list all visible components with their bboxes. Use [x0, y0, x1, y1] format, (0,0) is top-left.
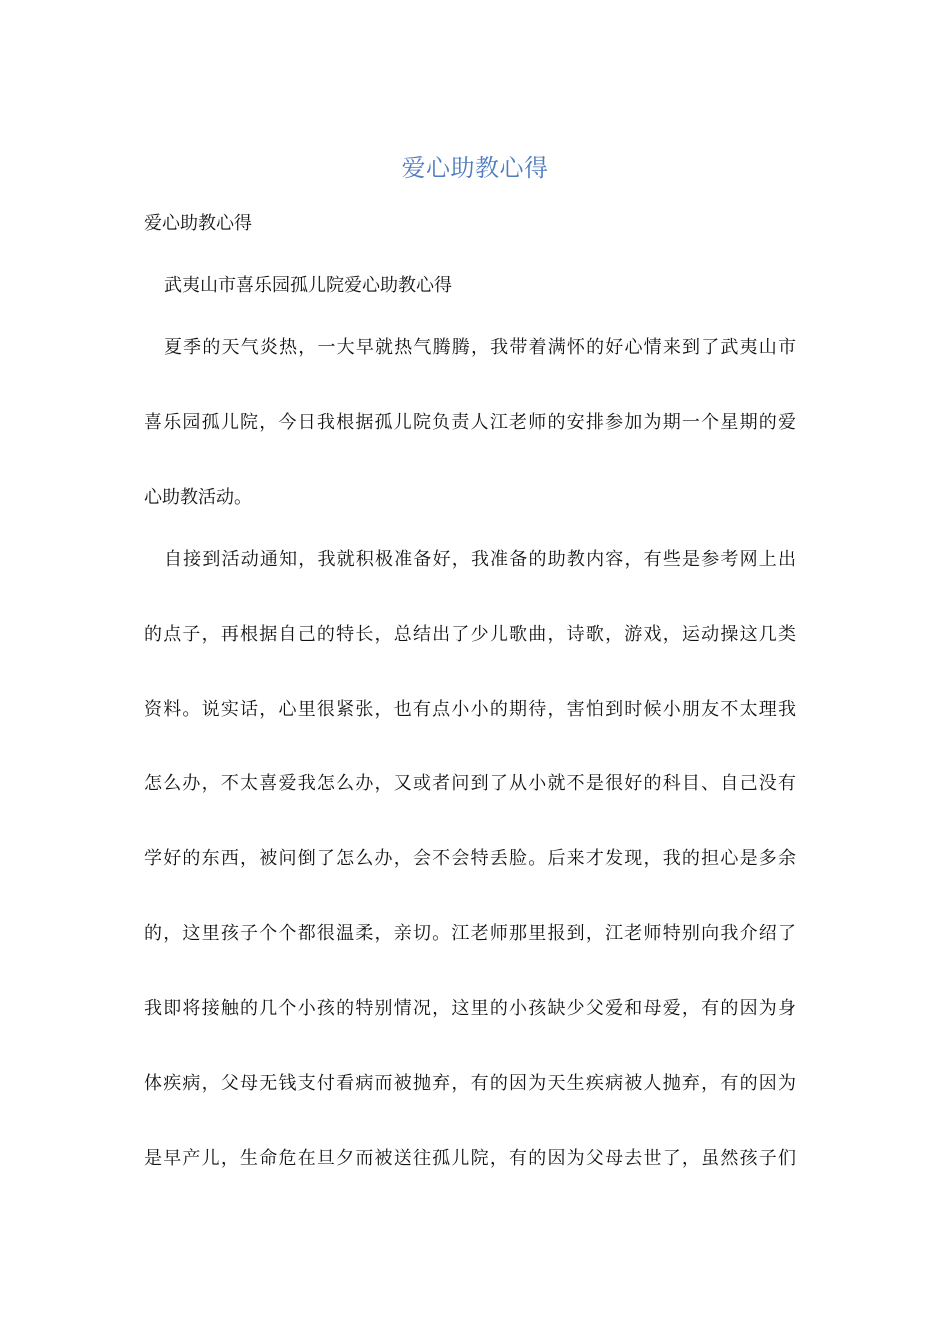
- paragraph-2-line-1: 自接到活动通知，我就积极准备好，我准备的助教内容，有些是参考网上出: [164, 549, 796, 570]
- section-heading: 武夷山市喜乐园孤儿院爱心助教心得: [164, 275, 452, 296]
- paragraph-2-line-8: 体疾病，父母无钱支付看病而被抛弃，有的因为天生疾病被人抛弃，有的因为: [144, 1073, 796, 1094]
- paragraph-2-line-4: 怎么办，不太喜爱我怎么办，又或者问到了从小就不是很好的科目、自己没有: [144, 773, 796, 794]
- paragraph-2-line-3: 资料。说实话，心里很紧张，也有点小小的期待，害怕到时候小朋友不太理我: [144, 699, 796, 720]
- document-subtitle: 爱心助教心得: [144, 213, 252, 234]
- paragraph-2-line-6: 的，这里孩子个个都很温柔，亲切。江老师那里报到，江老师特别向我介绍了: [144, 923, 796, 944]
- paragraph-1-line-3: 心助教活动。: [144, 487, 252, 508]
- document-title: 爱心助教心得: [401, 154, 549, 182]
- paragraph-2-line-9: 是早产儿，生命危在旦夕而被送往孤儿院，有的因为父母去世了，虽然孩子们: [144, 1148, 796, 1169]
- paragraph-1-line-1: 夏季的天气炎热，一大早就热气腾腾，我带着满怀的好心情来到了武夷山市: [164, 337, 796, 358]
- paragraph-2-line-7: 我即将接触的几个小孩的特别情况，这里的小孩缺少父爱和母爱，有的因为身: [144, 998, 796, 1019]
- paragraph-1-line-2: 喜乐园孤儿院，今日我根据孤儿院负责人江老师的安排参加为期一个星期的爱: [144, 412, 796, 433]
- paragraph-2-line-5: 学好的东西，被问倒了怎么办，会不会特丢脸。后来才发现，我的担心是多余: [144, 848, 796, 869]
- paragraph-2-line-2: 的点子，再根据自己的特长，总结出了少儿歌曲，诗歌，游戏，运动操这几类: [144, 624, 796, 645]
